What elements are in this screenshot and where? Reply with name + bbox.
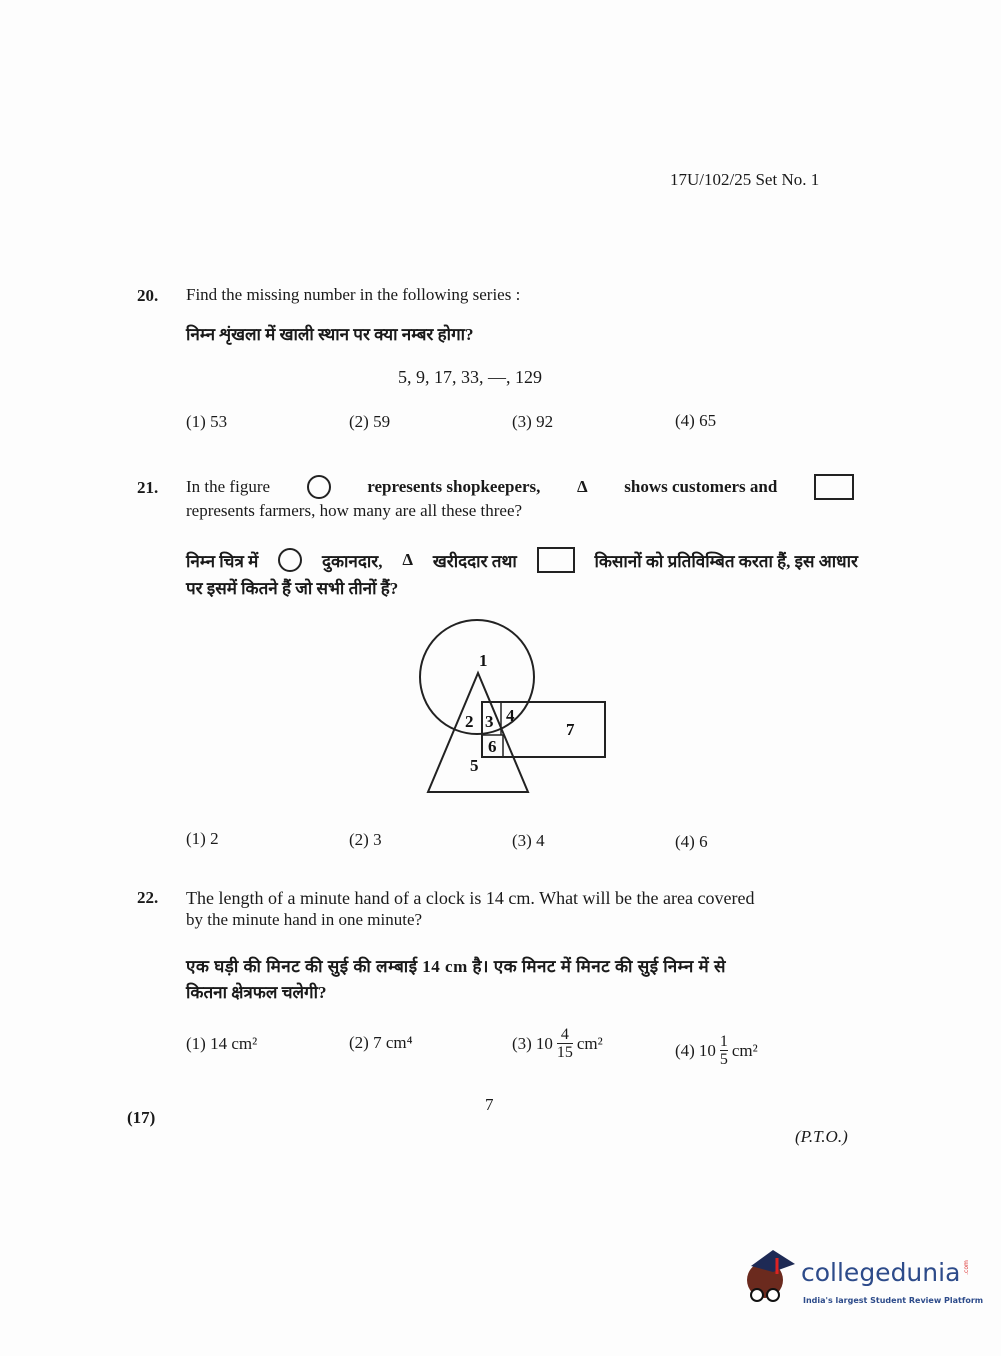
q21-option-1: (1) 2 — [186, 829, 219, 848]
q20-hindi: निम्न शृंखला में खाली स्थान पर क्या नम्बर होगा? — [186, 325, 474, 344]
numerator: 4 — [557, 1026, 573, 1044]
q21-text-c: shows customers and — [624, 477, 778, 496]
q22-option-2: (2) 7 cm⁴ — [349, 1033, 413, 1052]
q21-hindi-b: दुकानदार, — [321, 551, 383, 571]
denominator: 5 — [719, 1051, 728, 1068]
option-whole: 10 — [698, 1040, 716, 1060]
figure-label-5: 5 — [470, 756, 479, 775]
q21-english-line2: represents farmers, how many are all these three? — [186, 501, 523, 520]
figure-label-1: 1 — [479, 651, 488, 670]
q22-number: 22. — [137, 888, 159, 907]
q22-english-line1: The length of a minute hand of a clock is 14 cm. What will be the area covered — [186, 888, 755, 908]
logo-name: collegedunia — [801, 1258, 961, 1287]
option-whole: 10 — [535, 1033, 553, 1053]
q20-number: 20. — [137, 286, 159, 305]
q21-hindi-d: किसानों को प्रतिविम्बित करता हैं, इस आधार — [594, 551, 858, 571]
fraction — [720, 1033, 728, 1068]
q21-hindi-c: खरीददार तथा — [432, 551, 517, 571]
q21-text-a: In the figure — [186, 477, 271, 496]
q20-option-2: (2) 59 — [349, 412, 391, 431]
triangle-symbol: Δ — [577, 477, 588, 496]
option-label: (4) — [675, 1040, 695, 1060]
option-label: (3) — [512, 1033, 532, 1053]
option-unit: cm² — [576, 1033, 603, 1053]
q21-text-b: represents shopkeepers, — [367, 477, 541, 496]
numerator: 1 — [719, 1033, 728, 1050]
figure-label-7: 7 — [566, 720, 575, 739]
pto-label: (P.T.O.) — [795, 1127, 848, 1146]
q22-hindi-line2: कितना क्षेत्रफल चलेगी? — [186, 983, 327, 1002]
q21-hindi-a: निम्न चित्र में — [186, 551, 259, 571]
q21-hindi-line2: पर इसमें कितने हैं जो सभी तीनों हैं? — [186, 579, 399, 598]
logo-suffix: .com — [962, 1260, 970, 1275]
q20-english: Find the missing number in the following series : — [186, 285, 521, 304]
denominator: 15 — [556, 1044, 573, 1061]
figure-label-6: 6 — [488, 737, 497, 756]
q22-option-1: (1) 14 cm² — [186, 1034, 258, 1053]
figure-label-3: 3 — [485, 712, 494, 731]
page-number: 7 — [485, 1095, 494, 1114]
q22-option-4 — [675, 1033, 758, 1068]
q20-series: 5, 9, 17, 33, —, 129 — [398, 367, 542, 387]
q20-option-4: (4) 65 — [675, 411, 717, 430]
triangle-symbol: Δ — [402, 550, 414, 569]
figure-label-2: 2 — [465, 712, 474, 731]
q21-option-2: (2) 3 — [349, 830, 382, 849]
logo-tagline: India's largest Student Review Platform — [803, 1296, 984, 1305]
q20-option-1: (1) 53 — [186, 412, 228, 431]
mascot-icon — [743, 1250, 801, 1310]
option-unit: cm² — [731, 1040, 758, 1060]
footer-code: (17) — [127, 1108, 156, 1127]
q21-option-3: (3) 4 — [512, 831, 545, 850]
q21-number: 21. — [137, 478, 159, 497]
fraction — [557, 1026, 573, 1061]
paper-code: 17U/102/25 Set No. 1 — [670, 170, 820, 189]
q22-hindi-line1: एक घड़ी की मिनट की सुई की लम्बाई 14 cm है। एक मिनट में मिनट की सुई निम्न में से — [186, 957, 726, 976]
q20-option-3: (3) 92 — [512, 412, 554, 431]
q22-english-line2: by the minute hand in one minute? — [186, 910, 423, 929]
q22-option-3 — [512, 1026, 603, 1061]
q21-option-4: (4) 6 — [675, 832, 708, 851]
figure-label-4: 4 — [506, 706, 515, 725]
